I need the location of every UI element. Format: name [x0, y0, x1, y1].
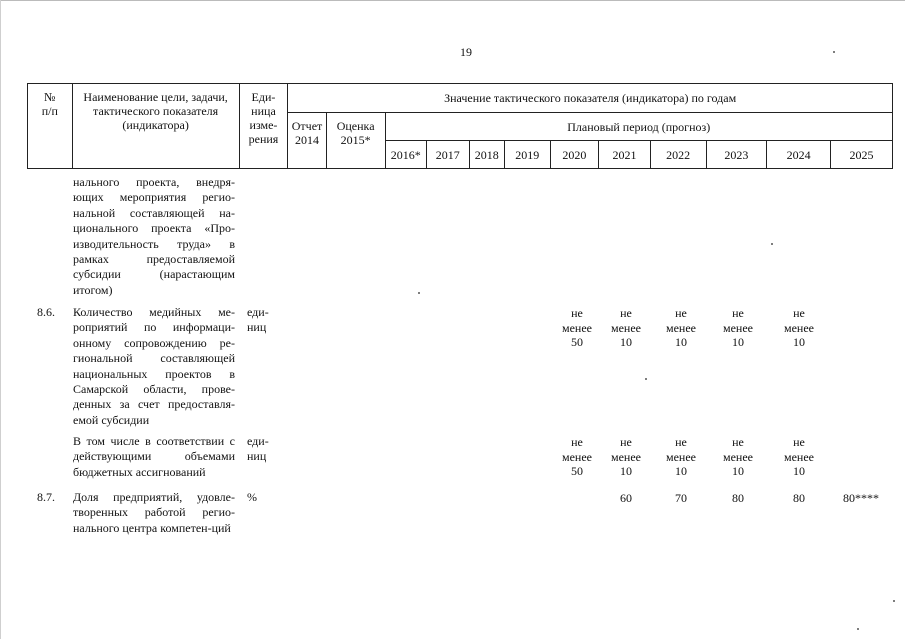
row-value: не менее 10	[723, 306, 753, 349]
row-value: 80	[793, 491, 805, 505]
row-indicator-name: В том числе в соответствии с действующими объемами бюджетных ассигнований	[73, 434, 235, 479]
header-values-title: Значение тактического показателя (индикатора) по годам	[288, 84, 893, 113]
row-value: не менее 10	[611, 306, 641, 349]
header-report-2014: Отчет 2014	[288, 113, 326, 169]
scan-speck	[893, 600, 895, 602]
header-year: 2016*	[385, 141, 427, 169]
row-number: 8.7.	[37, 490, 55, 504]
row-unit: %	[247, 490, 257, 504]
row-value: не менее 10	[784, 306, 814, 349]
header-name: Наименование цели, задачи, тактического показателя (индикатора)	[72, 84, 239, 169]
row-value: не менее 10	[611, 435, 641, 478]
header-year: 2024	[767, 141, 831, 169]
row-value: не менее 50	[562, 306, 592, 349]
row-value: 60	[620, 491, 632, 505]
row-value: 70	[675, 491, 687, 505]
row-value: не менее 10	[666, 435, 696, 478]
page-number: 19	[460, 45, 472, 59]
row-value: не менее 10	[784, 435, 814, 478]
row-value: не менее 10	[666, 306, 696, 349]
header-year: 2023	[706, 141, 767, 169]
row-indicator-name: Количество медийных ме-роприятий по информаци-онному сопровождению ре-гиональной составляющей национальных проектов в Самарской области, прове-денных за счет предоставля-емой субсидии	[73, 305, 235, 427]
row-value: 80****	[843, 491, 879, 505]
header-year: 2025	[831, 141, 893, 169]
scan-speck	[771, 243, 773, 245]
row-unit: еди-ниц	[247, 434, 269, 464]
header-year: 2022	[650, 141, 706, 169]
header-estimate-2015: Оценка 2015*	[326, 113, 385, 169]
header-year: 2020	[550, 141, 599, 169]
row-number: 8.6.	[37, 305, 55, 319]
row-unit: еди-ниц	[247, 305, 269, 335]
header-year: 2019	[504, 141, 550, 169]
row-value: 80	[732, 491, 744, 505]
row-indicator-name: нального проекта, внедря-ющих мероприятия регио-нальной составляющей на-ционального проекта «Про-изводительность труда» в рамках предоставляемой субсидии (нарастающим итогом)	[73, 175, 235, 297]
header-unit: Еди-ница изме-рения	[239, 84, 288, 169]
scan-speck	[645, 378, 647, 380]
row-value: не менее 50	[562, 435, 592, 478]
header-year: 2018	[469, 141, 504, 169]
scan-speck	[833, 51, 835, 53]
header-number: № п/п	[28, 84, 73, 169]
row-indicator-name: Доля предприятий, удовле-творенных работой регио-нального центра компетен-ций	[73, 490, 235, 535]
header-plan-period: Плановый период (прогноз)	[385, 113, 893, 141]
row-value: не менее 10	[723, 435, 753, 478]
header-year: 2021	[599, 141, 651, 169]
scan-speck	[418, 292, 420, 294]
scan-speck	[857, 628, 859, 630]
header-year: 2017	[427, 141, 470, 169]
page-top-edge	[0, 0, 905, 1]
page-left-edge	[0, 0, 1, 639]
indicator-table-header	[27, 83, 893, 169]
